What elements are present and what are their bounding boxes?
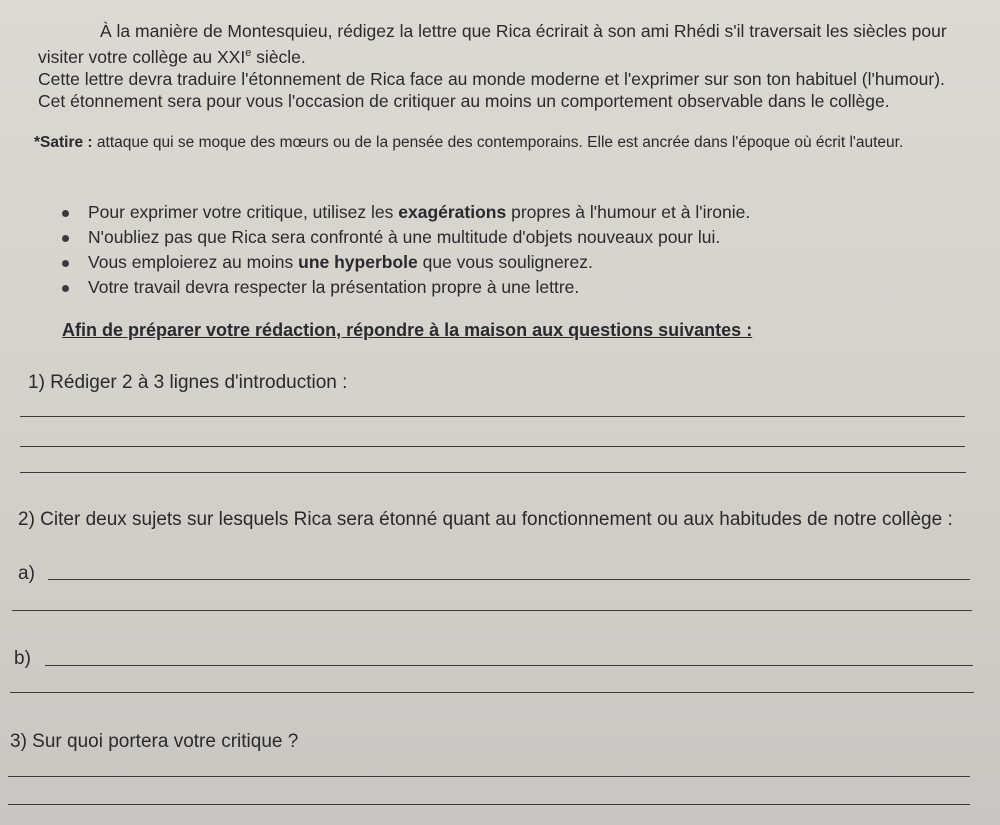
- guideline-item: N'oubliez pas que Rica sera confronté à une multitude d'objets nouveaux pour lui.: [62, 225, 750, 250]
- answer-line[interactable]: [20, 416, 965, 417]
- preparation-heading: Afin de préparer votre rédaction, répondre à la maison aux questions suivantes :: [62, 320, 753, 340]
- satire-term: *Satire :: [34, 134, 93, 151]
- satire-text: attaque qui se moque des mœurs ou de la pensée des contemporains. Elle est ancrée dans l'époque où écrit l'auteur.: [92, 134, 904, 151]
- answer-line[interactable]: [8, 776, 970, 777]
- question-3: 3) Sur quoi portera votre critique ?: [10, 731, 299, 752]
- guidelines-list: [62, 200, 750, 300]
- instruction-paragraph-2: Cette lettre devra traduire l'étonnement de Rica face au monde moderne et l'exprimer sur son ton habituel (l'humour). Cet étonnement sera pour vous l'occasion de critiquer au moins un comportement observable dans le collège.: [38, 68, 945, 111]
- answer-line[interactable]: [20, 472, 966, 473]
- guideline-item: Votre travail devra respecter la présentation propre à une lettre.: [62, 275, 750, 300]
- answer-label-b: b): [14, 648, 31, 669]
- answer-label-a: a): [18, 563, 35, 584]
- answer-line[interactable]: [12, 610, 972, 611]
- century-superscript: e: [245, 47, 252, 59]
- question-1: 1) Rédiger 2 à 3 lignes d'introduction :: [28, 372, 348, 393]
- question-2: 2) Citer deux sujets sur lesquels Rica sera étonné quant au fonctionnement ou aux habitudes de notre collège :: [18, 509, 953, 530]
- answer-line[interactable]: [10, 692, 974, 693]
- satire-definition: [34, 133, 974, 153]
- answer-line[interactable]: [8, 804, 970, 805]
- answer-line-a[interactable]: [48, 579, 970, 580]
- instructions: [38, 20, 968, 112]
- guideline-item: Pour exprimer votre critique, utilisez les exagérations propres à l'humour et à l'ironie.: [62, 200, 750, 225]
- guideline-item: Vous emploierez au moins une hyperbole que vous soulignerez.: [62, 250, 750, 275]
- answer-line-b[interactable]: [45, 665, 973, 666]
- instruction-paragraph-1: À la manière de Montesquieu, rédigez la lettre que Rica écrirait à son ami Rhédi s'il traversait les siècles pour visiter votre collège au XXIe siècle.: [38, 21, 947, 67]
- answer-line[interactable]: [20, 446, 965, 447]
